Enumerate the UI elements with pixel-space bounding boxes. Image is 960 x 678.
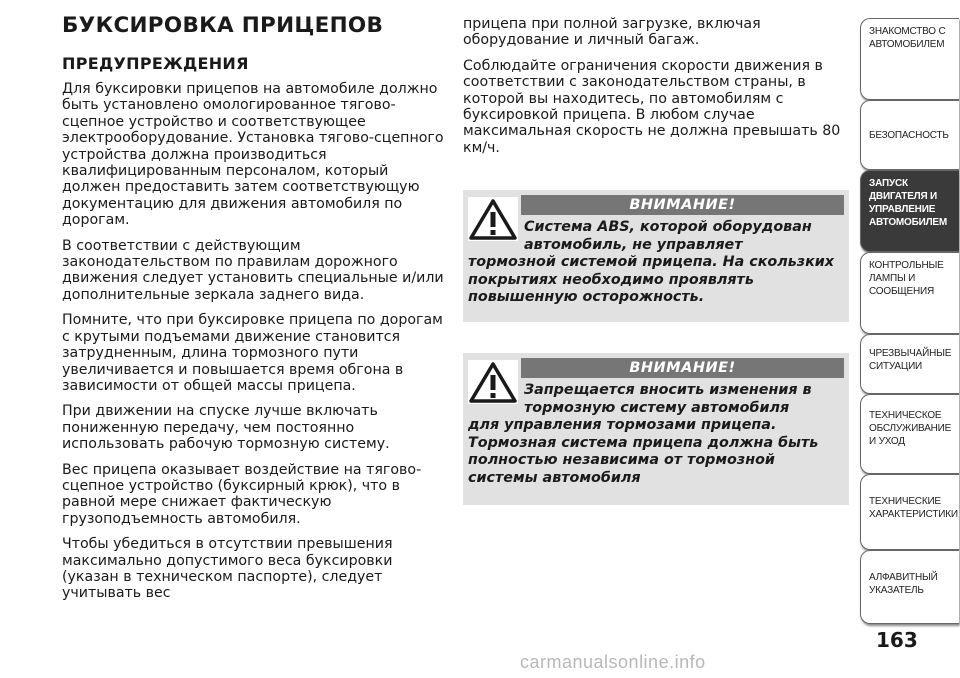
paragraph: В соответствии с действующим законодательством по правилам дорожного движения следует установить специальные и/или дополнительные зеркала заднего вида. xyxy=(62,237,444,303)
paragraph: Для буксировки прицепов на автомобиле должно быть установлено омологированное тягово-сцепное устройство и соответствующее электрооборудование. Установка тягово-сцепного устройства должна производиться квалифицированным персоналом, который должен предоставить затем соответствующую документацию для движения автомобиля по дорогам. xyxy=(62,81,444,229)
tab-label: КОНТРОЛЬНЫЕ ЛАМПЫ И СООБЩЕНИЯ xyxy=(869,260,944,297)
right-column xyxy=(463,16,848,165)
warning-box xyxy=(463,353,849,505)
paragraph: При движении на спуске лучше включать пониженную передачу, чем постоянно использовать рабочую тормозную систему. xyxy=(62,403,390,453)
tab-label: ТЕХНИЧЕСКОЕ ОБСЛУЖИВАНИЕ И УХОД xyxy=(869,410,952,447)
section-tabs xyxy=(860,0,960,678)
tab-warning-lights[interactable] xyxy=(860,252,959,334)
tab-label: ТЕХНИЧЕСКИЕ ХАРАКТЕРИСТИКИ xyxy=(869,496,958,520)
paragraph: Чтобы убедиться в отсутствии превышения максимально допустимого веса буксировки (указан в техническом паспорте), следует учитывать вес xyxy=(62,536,393,602)
tab-specifications[interactable] xyxy=(860,474,959,550)
tab-maintenance[interactable] xyxy=(860,394,959,474)
page-number: 163 xyxy=(876,628,918,652)
warning-heading: ВНИМАНИЕ! xyxy=(521,358,844,378)
tab-index[interactable] xyxy=(860,550,959,624)
page-title: БУКСИРОВКА ПРИЦЕПОВ xyxy=(62,13,384,38)
warning-heading: ВНИМАНИЕ! xyxy=(521,195,844,215)
warning-text-first: Запрещается вносить изменения в тормозную систему автомобиля xyxy=(524,382,812,416)
tab-label: ЗАПУСК ДВИГАТЕЛЯ И УПРАВЛЕНИЕ АВТОМОБИЛЕМ xyxy=(869,178,948,228)
warning-text xyxy=(468,219,843,307)
paragraph: Вес прицепа оказывает воздействие на тягово-сцепное устройство (буксирный крюк), что в равной мере снижает фактическую грузоподъемность автомобиля. xyxy=(62,461,422,527)
tab-label: АЛФАВИТНЫЙ УКАЗАТЕЛЬ xyxy=(869,572,938,596)
tab-safety[interactable] xyxy=(860,100,959,170)
warning-box xyxy=(463,190,849,322)
tab-emergency[interactable] xyxy=(860,334,959,394)
tab-starting-driving[interactable] xyxy=(860,170,959,252)
paragraph: Помните, что при буксировке прицепа по дорогам с крутыми подъемами движение становится затрудненным, длина тормозного пути увеличивается и повышается время обгона в зависимости от общей массы прицепа. xyxy=(62,312,443,394)
left-column xyxy=(62,81,444,611)
section-subtitle: ПРЕДУПРЕЖДЕНИЯ xyxy=(62,54,249,73)
warning-text-first: Система ABS, которой оборудован автомобиль, не управляет xyxy=(524,219,812,253)
warning-text-rest: тормозной системой прицепа. На скользких покрытиях необходимо проявлять повышенную осторожность. xyxy=(468,254,835,306)
warning-text xyxy=(468,382,843,488)
tab-intro[interactable] xyxy=(860,18,959,100)
paragraph: прицепа при полной загрузке, включая оборудование и личный багаж. xyxy=(463,16,761,49)
warning-text-rest: для управления тормозами прицепа. Тормозная система прицепа должна быть полностью независима от тормозной системы автомобиля xyxy=(468,417,819,486)
paragraph: Соблюдайте ограничения скорости движения в соответствии с законодательством страны, в которой вы находитесь, по автомобилям с буксировкой прицепа. В любом случае максимальная скорость не должна превышать 80 км/ч. xyxy=(463,57,841,156)
tab-label: ЗНАКОМСТВО С АВТОМОБИЛЕМ xyxy=(869,26,946,50)
tab-label: ЧРЕЗВЫЧАЙНЫЕ СИТУАЦИИ xyxy=(869,348,952,372)
watermark: carmanualsonline.info xyxy=(520,652,706,672)
tab-label: БЕЗОПАСНОСТЬ xyxy=(869,130,949,141)
